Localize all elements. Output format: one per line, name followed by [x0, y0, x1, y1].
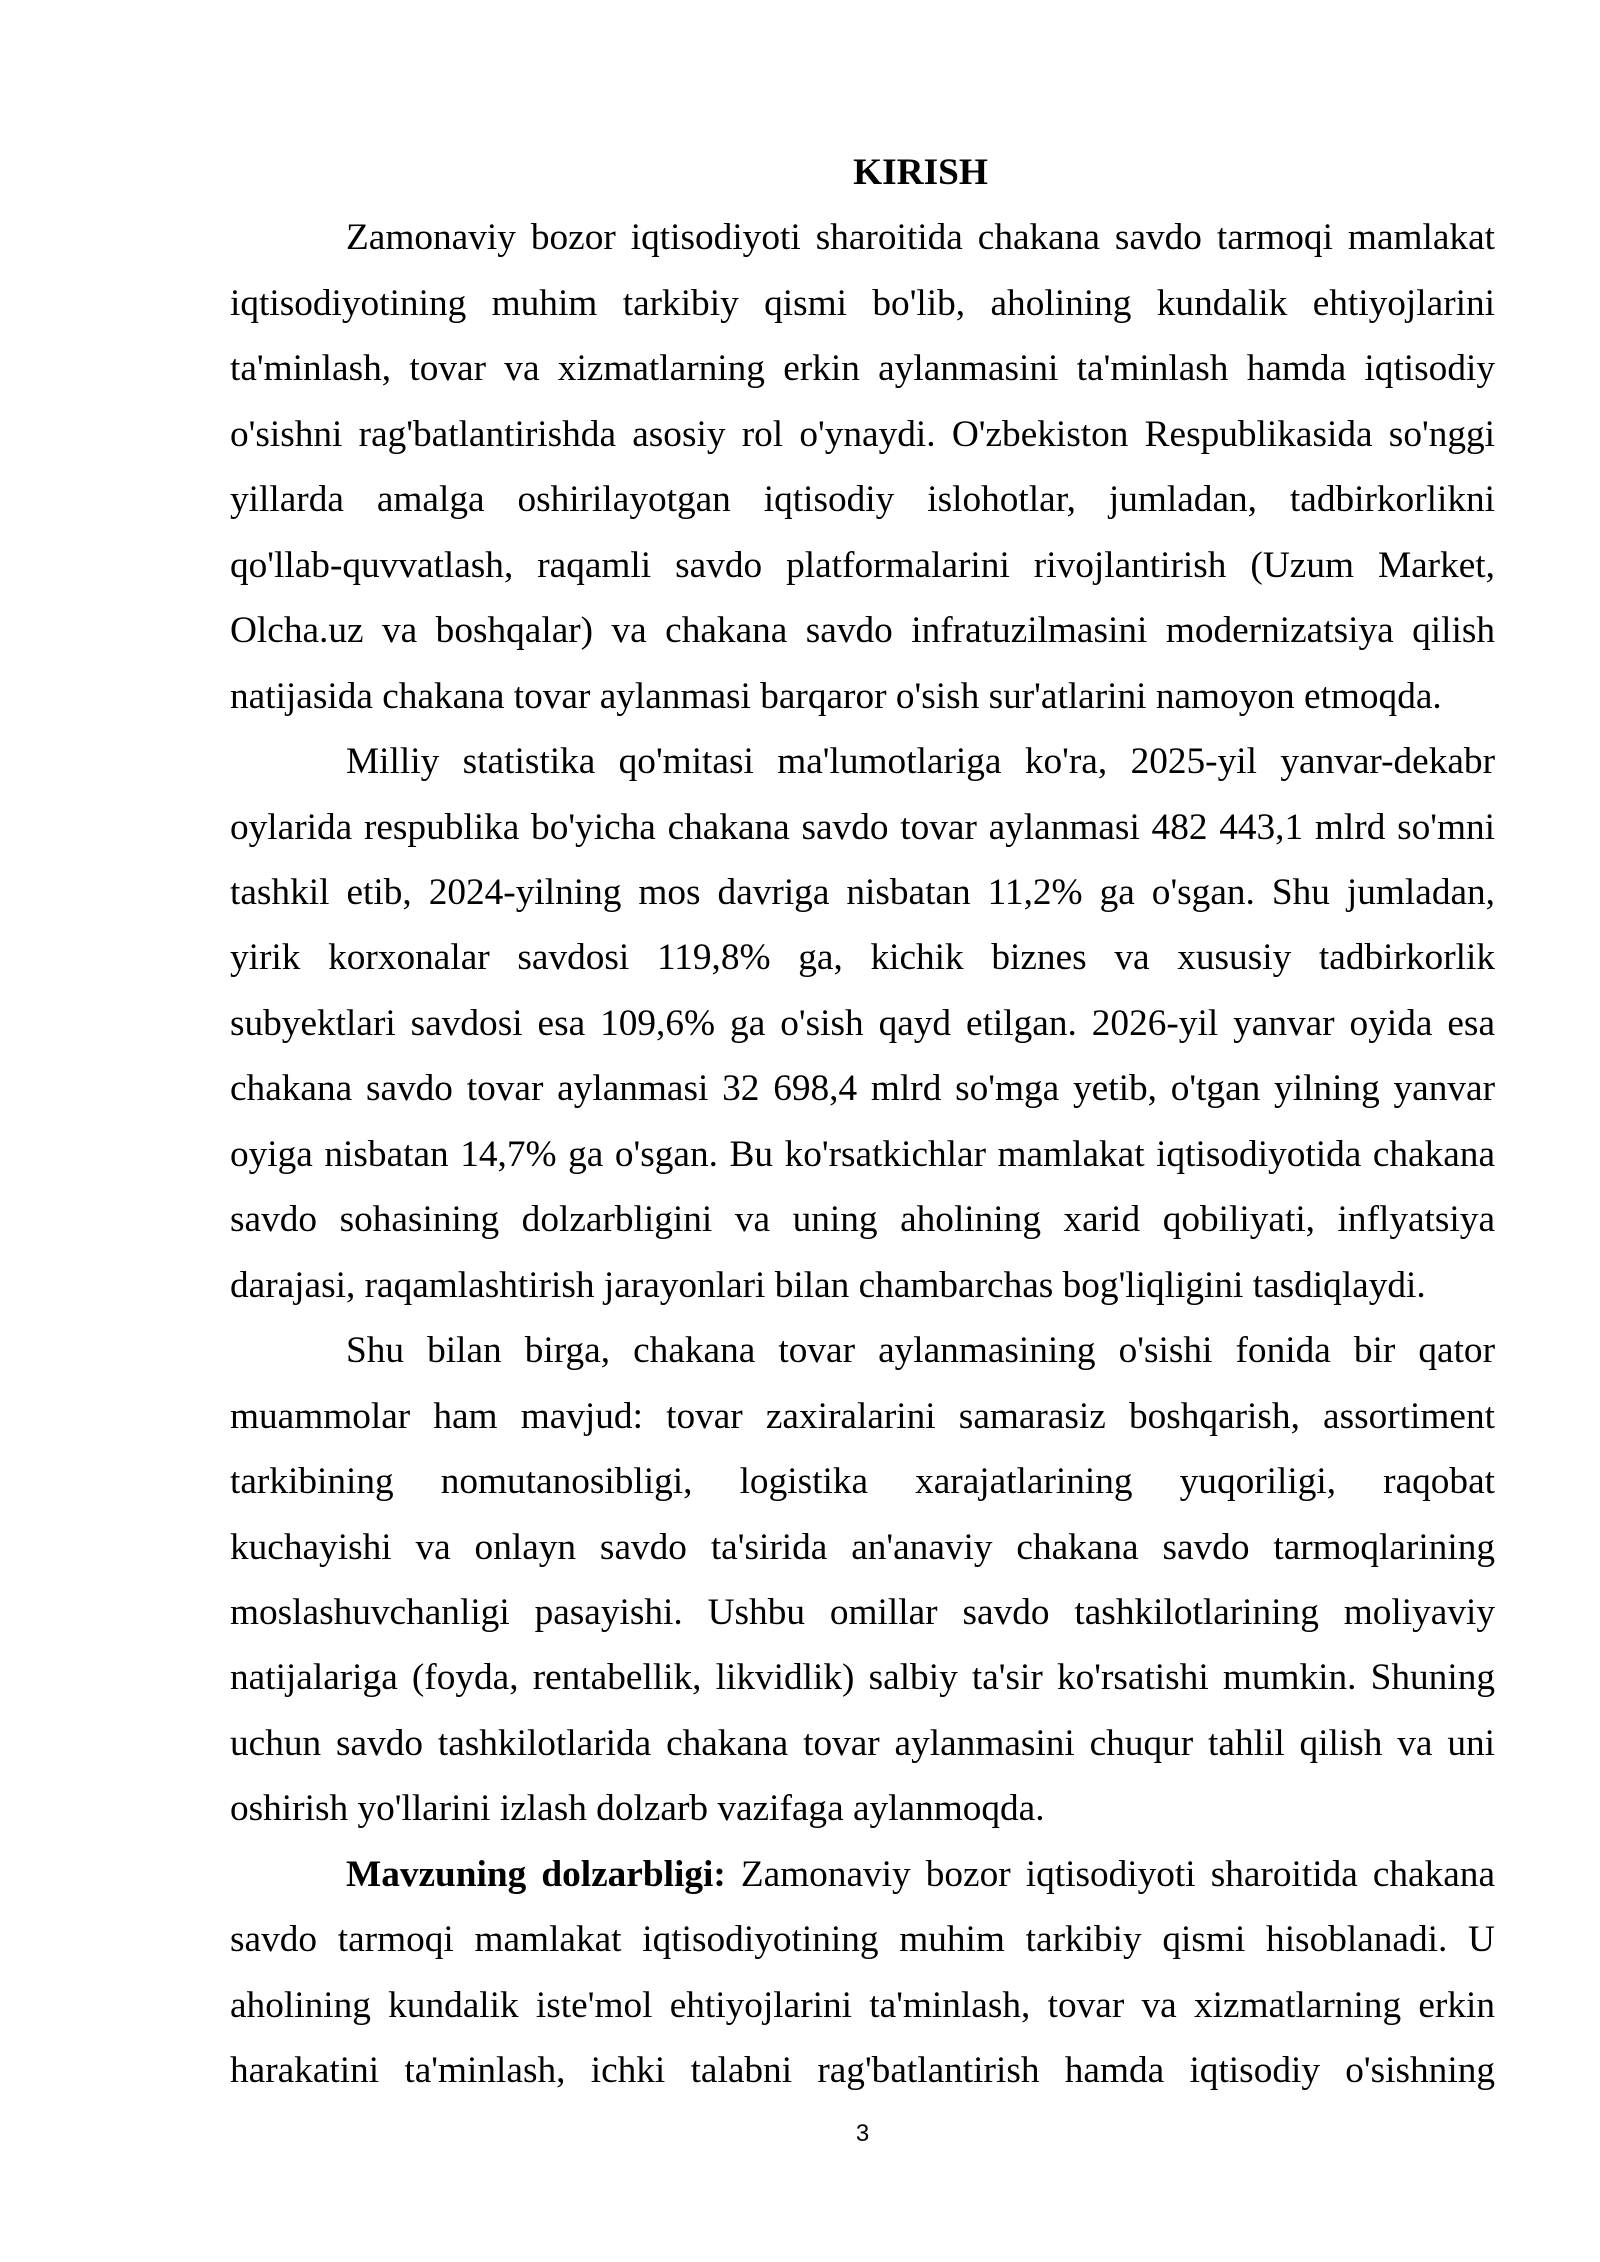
- text-block: [230, 140, 1495, 2104]
- text-line: ta'minlash, tovar va xizmatlarning erkin aylanmasini ta'minlash hamda iqtisodiy: [230, 348, 1495, 390]
- text-line: Olcha.uz va boshqalar) va chakana savdo infratuzilmasini modernizatsiya qilish: [230, 610, 1495, 652]
- text-line-rest: Zamonaviy bozor iqtisodiyoti sharoitida chakana: [740, 1853, 1495, 1895]
- text-line: muammolar ham mavjud: tovar zaxiralarini samarasiz boshqarish, assortiment: [230, 1395, 1495, 1437]
- text-line: tashkil etib, 2024-yilning mos davriga nisbatan 11,2% ga o'sgan. Shu jumladan,: [230, 871, 1495, 913]
- text-line: Zamonaviy bozor iqtisodiyoti sharoitida chakana savdo tarmoqi mamlakat: [346, 217, 1495, 259]
- section-heading: KIRISH: [853, 152, 988, 193]
- text-line: Milliy statistika qo'mitasi ma'lumotlariga ko'ra, 2025-yil yanvar-dekabr: [346, 741, 1495, 783]
- text-line: natijasida chakana tovar aylanmasi barqaror o'sish sur'atlarini namoyon etmoqda.: [230, 675, 1442, 717]
- text-line: Shu bilan birga, chakana tovar aylanmasining o'sishi fonida bir qator: [346, 1330, 1495, 1372]
- text-line: aholining kundalik iste'mol ehtiyojlarini ta'minlash, tovar va xizmatlarning erkin: [230, 1984, 1495, 2026]
- text-line: tarkibining nomutanosibligi, logistika xarajatlarining yuqoriligi, raqobat: [230, 1461, 1495, 1503]
- text-line: yirik korxonalar savdosi 119,8% ga, kichik biznes va xususiy tadbirkorlik: [230, 937, 1495, 979]
- paragraph: [230, 1318, 1495, 1842]
- text-line: kuchayishi va onlayn savdo ta'sirida an'anaviy chakana savdo tarmoqlarining: [230, 1526, 1495, 1568]
- text-line: oshirish yo'llarini izlash dolzarb vazifaga aylanmoqda.: [230, 1788, 1045, 1830]
- text-line: oyiga nisbatan 14,7% ga o'sgan. Bu ko'rsatkichlar mamlakat iqtisodiyotida chakana: [230, 1133, 1495, 1175]
- text-line: iqtisodiyotining muhim tarkibiy qismi bo'lib, aholining kundalik ehtiyojlarini: [230, 282, 1495, 324]
- paragraph: [230, 205, 1495, 729]
- text-line: chakana savdo tovar aylanmasi 32 698,4 mlrd so'mga yetib, o'tgan yilning yanvar: [230, 1068, 1495, 1110]
- text-line: qo'llab-quvvatlash, raqamli savdo platformalarini rivojlantirish (Uzum Market,: [230, 544, 1495, 586]
- paragraph-lead-bold: Mavzuning dolzarbligi:: [346, 1853, 726, 1895]
- text-line: subyektlari savdosi esa 109,6% ga o'sish qayd etilgan. 2026-yil yanvar oyida esa: [230, 1002, 1495, 1044]
- text-line: yillarda amalga oshirilayotgan iqtisodiy islohotlar, jumladan, tadbirkorlikni: [230, 479, 1495, 521]
- text-line: uchun savdo tashkilotlarida chakana tovar aylanmasini chuqur tahlil qilish va uni: [230, 1722, 1495, 1764]
- text-line: savdo sohasining dolzarbligini va uning aholining xarid qobiliyati, inflyatsiya: [230, 1199, 1495, 1241]
- text-line: savdo tarmoqi mamlakat iqtisodiyotining muhim tarkibiy qismi hisoblanadi. U: [230, 1919, 1495, 1961]
- text-line: harakatini ta'minlash, ichki talabni rag'batlantirish hamda iqtisodiy o'sishning: [230, 2050, 1495, 2092]
- paragraph: [230, 729, 1495, 1318]
- paragraph: [230, 1842, 1495, 2104]
- text-line: moslashuvchanligi pasayishi. Ushbu omillar savdo tashkilotlarining moliyaviy: [230, 1591, 1495, 1633]
- text-line: darajasi, raqamlashtirish jarayonlari bilan chambarchas bog'liqligini tasdiqlaydi.: [230, 1264, 1426, 1306]
- text-line: oylarida respublika bo'yicha chakana savdo tovar aylanmasi 482 443,1 mlrd so'mni: [230, 806, 1495, 848]
- text-line: natijalariga (foyda, rentabellik, likvidlik) salbiy ta'sir ko'rsatishi mumkin. Shuning: [230, 1657, 1495, 1699]
- text-line: o'sishni rag'batlantirishda asosiy rol o'ynaydi. O'zbekiston Respublikasida so'nggi: [230, 413, 1495, 455]
- page-number: 3: [855, 2120, 870, 2147]
- body-text: [230, 205, 1495, 2103]
- text-line: [230, 1842, 1495, 1907]
